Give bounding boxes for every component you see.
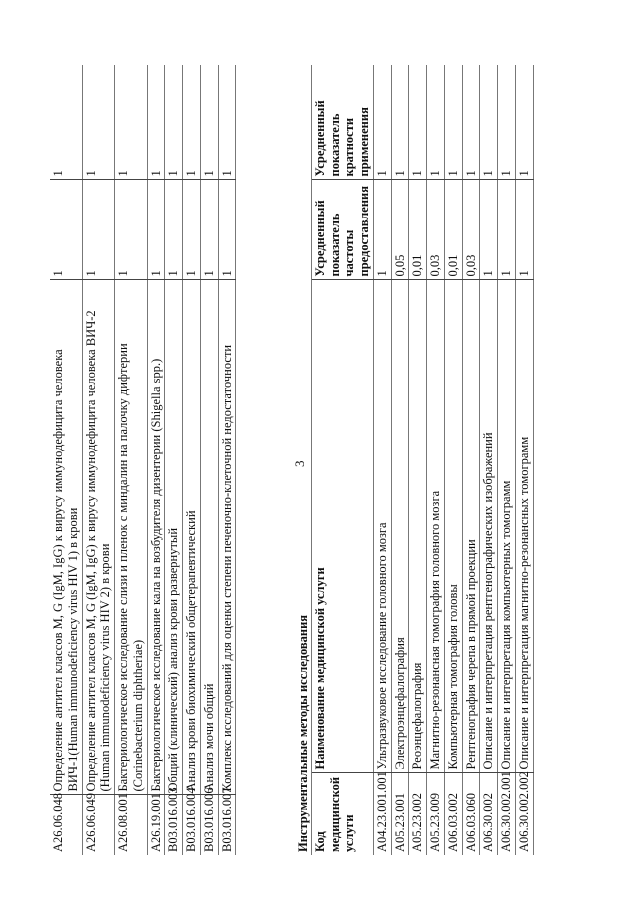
service-code: A05.23.009 (428, 792, 442, 852)
table-row (515, 65, 533, 855)
service-name: Анализ крови биохимический общетерапевтический (183, 280, 201, 795)
multiplicity-value: 1 (50, 65, 82, 180)
instrumental-table (312, 65, 534, 855)
frequency-value: 1 (515, 180, 533, 280)
frequency-value: 1 (82, 180, 115, 280)
service-name: Бактериологическое исследование кала на возбудителя дизентерии (Shigella spp.) (147, 280, 165, 795)
frequency-value: 1 (147, 180, 165, 280)
service-name: Определение антител классов M, G (IgM, IgG) к вирусу иммунодефицита человека ВИЧ-1(Human immunodeficiency virus HIV 1) в крови (50, 280, 82, 795)
multiplicity-value: 1 (82, 65, 115, 180)
header-name: Наименование медицинской услуги (312, 280, 374, 773)
frequency-value: 1 (480, 180, 498, 280)
table-row (427, 65, 445, 855)
service-code: B03.016.003 (166, 787, 181, 852)
service-name: Общий (клинический) анализ крови развернутый (165, 280, 183, 795)
multiplicity-value: 1 (115, 65, 148, 180)
multiplicity-value: 1 (462, 65, 480, 180)
lab-table-block (50, 65, 236, 855)
multiplicity-value: 1 (200, 65, 218, 180)
service-name: Описание и интерпретация магнитно-резонансных томограмм (515, 280, 533, 773)
service-code: A06.03.060 (463, 792, 478, 852)
frequency-value: 1 (218, 180, 236, 280)
multiplicity-value: 1 (391, 65, 409, 180)
header-multiplicity: Усредненный показатель кратности применения (312, 65, 374, 180)
service-name: Описание и интерпретация рентгенографических изображений (480, 280, 498, 773)
table-row (82, 65, 115, 855)
table-row (183, 65, 201, 855)
frequency-value: 1 (498, 180, 516, 280)
service-name: Анализ мочи общий (200, 280, 218, 795)
page-number: 3 (292, 460, 307, 467)
multiplicity-value: 1 (498, 65, 516, 180)
table-row (373, 65, 391, 855)
header-code: Код медицинской услуги (312, 776, 357, 852)
lab-tests-table (50, 65, 236, 855)
multiplicity-value: 1 (165, 65, 183, 180)
service-code: A26.06.048 (51, 792, 65, 852)
service-code: A26.08.001 (116, 792, 130, 852)
service-name: Электроэнцефалография (391, 280, 409, 773)
multiplicity-value: 1 (444, 65, 462, 180)
service-code: A05.23.002 (410, 792, 425, 852)
frequency-value: 1 (50, 180, 82, 280)
multiplicity-value: 1 (373, 65, 391, 180)
service-code: A06.03.002 (445, 792, 460, 852)
frequency-value: 0,03 (427, 180, 445, 280)
header-row (312, 65, 374, 855)
multiplicity-value: 1 (480, 65, 498, 180)
frequency-value: 1 (115, 180, 148, 280)
multiplicity-value: 1 (515, 65, 533, 180)
header-frequency: Усредненный показатель частоты предоставления (312, 180, 374, 280)
table-row (444, 65, 462, 855)
service-code: A26.19.001 (148, 792, 163, 852)
multiplicity-value: 1 (147, 65, 165, 180)
multiplicity-value: 1 (183, 65, 201, 180)
service-name: Комплекс исследований для оценки степени печеночно-клеточной недостаточности (218, 280, 236, 795)
frequency-value: 0,03 (462, 180, 480, 280)
multiplicity-value: 1 (427, 65, 445, 180)
table-row (115, 65, 148, 855)
section-title: Инструментальные методы исследования (296, 65, 312, 855)
multiplicity-value: 1 (218, 65, 236, 180)
service-code: B03.016.007 (219, 787, 234, 852)
frequency-value: 1 (373, 180, 391, 280)
frequency-value: 1 (165, 180, 183, 280)
service-code: B03.016.006 (201, 787, 216, 852)
frequency-value: 0,01 (444, 180, 462, 280)
table-row (147, 65, 165, 855)
table-row (200, 65, 218, 855)
table-row (218, 65, 236, 855)
service-name: Рентгенография черепа в прямой проекции (462, 280, 480, 773)
frequency-value: 1 (183, 180, 201, 280)
service-code: B03.016.004 (184, 787, 198, 852)
table-row (480, 65, 498, 855)
service-code: A05.23.001 (392, 792, 407, 852)
table-row (409, 65, 427, 855)
service-name: Определение антител классов M, G (IgM, IgG) к вирусу иммунодефицита человека ВИЧ-2 (Human immunodeficiency virus HIV 2) в крови (82, 280, 115, 795)
service-name: Бактериологическое исследование слизи и пленок с миндалин на палочку дифтерии (Corinebacterium diphtheriae) (115, 280, 148, 795)
table-row (462, 65, 480, 855)
service-name: Компьютерная томография головы (444, 280, 462, 773)
service-name: Ультразвуковое исследование головного мозга (373, 280, 391, 773)
service-code: A26.06.049 (83, 792, 98, 852)
multiplicity-value: 1 (409, 65, 427, 180)
service-name: Магнитно-резонансная томография головного мозга (427, 280, 445, 773)
service-code: A06.30.002.001 (499, 771, 513, 852)
instrumental-block (296, 65, 534, 855)
table-row (498, 65, 516, 855)
frequency-value: 1 (200, 180, 218, 280)
table-row (391, 65, 409, 855)
table-row (165, 65, 183, 855)
frequency-value: 0,05 (391, 180, 409, 280)
service-code: A04.23.001.001 (374, 771, 389, 852)
rotated-content (50, 65, 570, 855)
table-row (50, 65, 82, 855)
service-code: A06.30.002.002 (516, 771, 531, 852)
service-code: A06.30.002 (481, 792, 496, 852)
frequency-value: 0,01 (409, 180, 427, 280)
service-name: Реоэнцефалография (409, 280, 427, 773)
service-name: Описание и интерпретация компьютерных томограмм (498, 280, 516, 773)
